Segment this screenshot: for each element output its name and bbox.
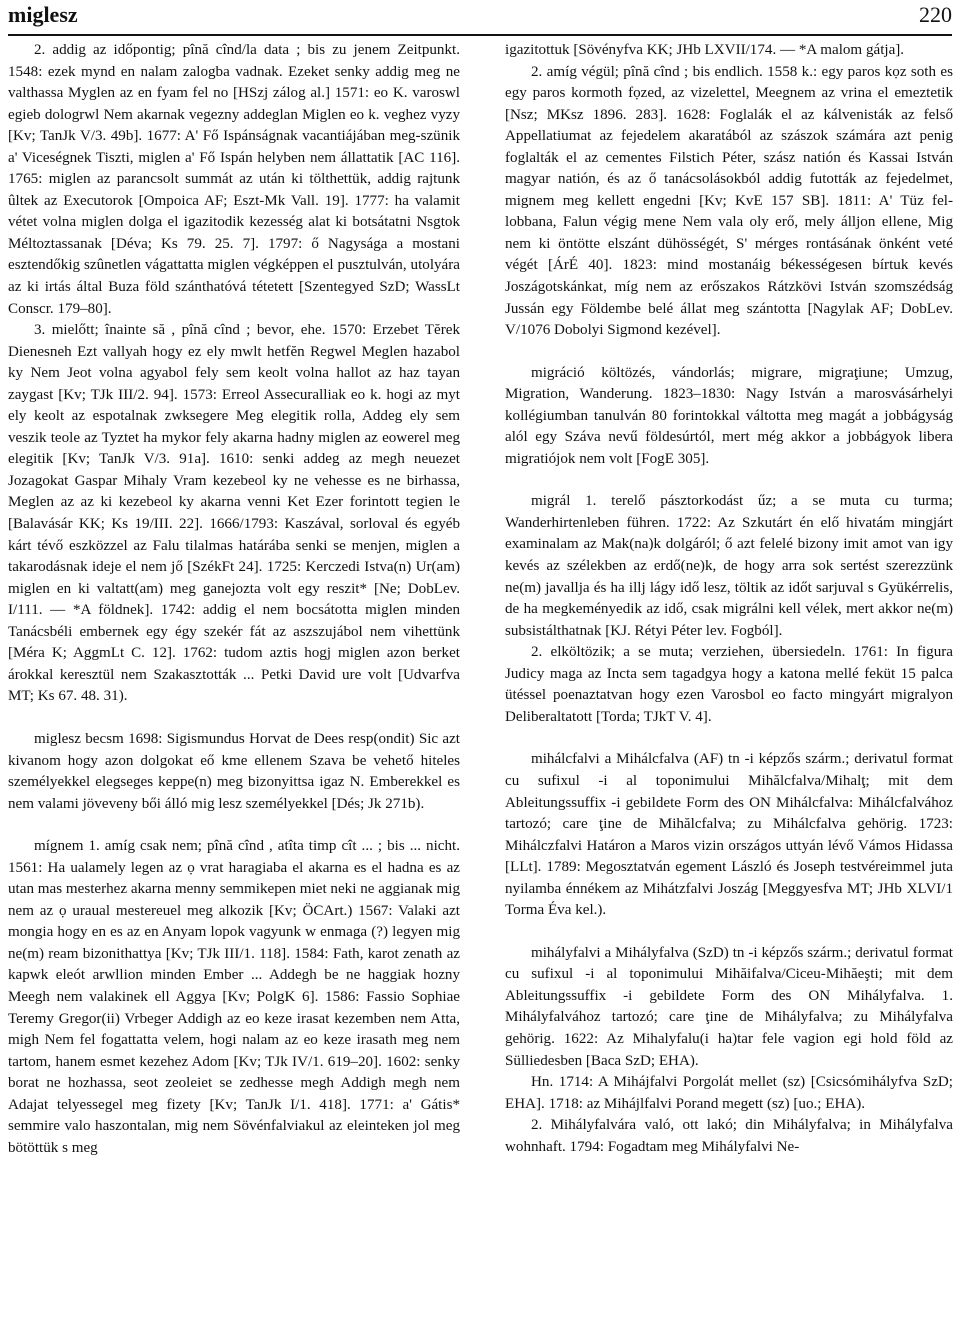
entry-paragraph: Hn. 1714: A Mihájfalvi Porgolát mellet (sz) [Csicsómihályfva SzD; EHA]. 1718: az Mihájlfalvi Porand megett (sz) [uo.; EHA). bbox=[505, 1074, 953, 1112]
running-header bbox=[8, 0, 952, 36]
entry-paragraph: igazitottuk [Sövényfva KK; JHb LXVII/174. — *A malom gátja]. bbox=[505, 42, 905, 58]
entry-migral: migrál 1. terelő pásztorkodást űz; a se muta cu turma; Wanderhirtenleben führen. 1722: Az Szkutárt én elő hivatám mingjárt examinalam az Mak(na)k dolgáról; ő azt felelé bizony imit amot van igy kevés az szélekben az erdő(ne)k, de hogy arra sok sertést szerezzünk ne(m) javallja és ha illj lágy idő lesz, töltik az időt sarjuval s Gyükérrelis, de ha megkeményedik az idő, csak migrálni kell vélek, mert akkor ne(m) subsistálthatnak [KJ. Rétyi Péter lev. Fogból]. bbox=[505, 493, 953, 639]
entry-miglesz: miglesz becsm 1698: Sigismundus Horvat de Dees resp(ondit) Sic azt kivanom hogy azon dolgokat eő kme ellenem Szava be vehető hiteles személyekkel elegseges keppe(n) meg bizonyittsa igaz N. Emberekkel es nem valami jöveveny bői álló mig lesz személyekkel [Dés; Jk 271b). bbox=[8, 730, 460, 812]
entry-paragraph: 3. mielőtt; înainte să , pînă cînd ; bevor, ehe. 1570: Erzebet Tĕrek Dienesneh Ezt vallyah hogy ez ely mwlt hetfĕn Regwel Meglen hazabol ky Nem Jeot volna agyabol fely sem keolt volna hallot az haz tayan zaygast [Kv; TJk III/2. 94]. 1573: Erreol Assecuralliak eo k. hogi az myt ely keolt az espotalnak zwksegere Meg elegitik rolla, Addeg ely sem veszik teole az Tyztet ha mykor fely akarna hadny miglen az eowerel meg elegitik [Kv; TanJk V/3. 91a]. 1610: senki addeg az megh neuezet Jozagokat Gaspar Mihaly Vram kezebeol ky ne vehesse es ne birhassa, Meglen az az ki kezebeol ky akarna venni Ket Ezer forintott tegien le [Balavásár KK; Ks 19/III. 22]. 1666/1793: Kaszával, sorloval és egyéb kárt tévő eszközzel az Falu tilalmas határába senki se menjen, miglen a takarodásnak ideje el nem jő [SzékFt 24]. 1725: Kerczedi Istva(n) Ur(am) miglen en ki valtatt(am) meg ganejozta volt egy reszit* [Ne; DobLev. I/111. — *A földnek]. 1742: addig el nem bocsátotta miglen minden Tanácsbéli embernek egy égy szekér fát az aszszujábol nem vihettünk [Méra K; AggmLt C. 12]. 1762: tudom aztis hogj miglen azon berket árokkal keresztül nem Szakasztották ... Petki David ure volt [Udvarfva MT; Ks 67. 48. 31). bbox=[8, 322, 460, 705]
page-number: 220 bbox=[919, 2, 952, 27]
right-column bbox=[505, 40, 953, 1158]
entry-mihalyfalvi: mihályfalvi a Mihályfalva (SzD) tn -i képzős szárm.; derivatul format cu sufixul -i al toponimului Mihăifalva/Ciceu-Mihăeşti; mit dem Ableitungssuffix -i gebildete Form des ON Mihályfalva. 1. Mihályfalvához tartozó; care ţine de Mihályfalva; zu Mihályfalva gehörig. 1622: Az Mihalyfalu(i ha)tar fele vagion egi hold föld az Sülliedesben [Baca SzD; EHA). bbox=[505, 944, 953, 1069]
entry-migracio: migráció költözés, vándorlás; migrare, migraţiune; Umzug, Migration, Wanderung. 1823–1830: Nagy István a marosvásárhelyi kollégiumban tanulván 80 forintokkal váltotta meg magát a jobbágyság alól egy Száva nevű földesúrtól, mert még akkor a jobbágyok libera migratiójok nem volt [FogE 305]. bbox=[505, 364, 953, 467]
entry-paragraph: 2. elköltözik; a se muta; verziehen, übersiedeln. 1761: In figura Judicy maga az Incta sem tagadgya hogy a katona mellé feküt 15 palca ütéssel poenaztatvan hogy ezen Varosbol eo facto mingyárt migralyon Deliberaltatott [Torda; TJkT V. 4]. bbox=[505, 644, 953, 725]
header-headword: miglesz bbox=[8, 2, 78, 27]
entry-mihalcfalvi: mihálcfalvi a Mihálcfalva (AF) tn -i képzős szárm.; derivatul format cu sufixul -i al toponimului Mihălcfalva/Mihalţ; mit dem Ableitungssuffix -i gebildete Form des ON Mihálcfalva: Mihálcfalvához tartozó; care ţine de Mihălcfalva; zu Mihálcfalva gehörig. 1723: Mihálczfalvi Határon a Maros vizin országos uttyán lévő Vámos Hidassa [LLt]. 1789: Megosztatván egement László és Joseph testvéreimmel juta nyilamba énnékem az Mihátzfalvi Joszág [Meggyesfva MT; JHb XLVI/1 Torma Éva kel.). bbox=[505, 751, 953, 919]
entry-paragraph: 2. amíg végül; pînă cînd ; bis endlich. 1558 k.: egy paros kọz soth es egy paros kormoth fọzed, az vizelettel, Meegnem az vrina el emeztetik [Nsz; MKsz 1896. 283]. 1628: Foglalák el az kálvenisták az felső Appellatiumat az fejedelem akaratából az szászok számára azt penig foglalták el az cementes Filstich Péter, szász natión és Kassai István magyar natión, és az ő tanácsolásokból addig futották az fejedelmet, mignem meg kellett engedni [Kv; KvE 157 SB]. 1811: A' Tüz fel-lobbana, Falun végig mene Nem vala oly erő, mely álljon ellene, Mig nem ki öntötte elszánt dühösségét, S' mérges rontásának önként veté végét [ÁrÉ 40]. 1823: mind mostanáig békességesen bírtuk kevés Joszágotskánkat, míg nem az erőszakos Rátzkövi István szomszédság Jussán egy Földembe belé állat meg szántotta [Nagylak AF; DobLev. V/1076 Dobolyi Sigmond kezével]. bbox=[505, 63, 953, 339]
entry-paragraph: 2. Mihályfalvára való, ott lakó; din Mihályfalva; in Mihályfalva wohnhaft. 1794: Fogadtam meg Mihályfalvi Ne- bbox=[505, 1117, 953, 1155]
left-column bbox=[8, 40, 460, 1159]
entry-mignem: mígnem 1. amíg csak nem; pînă cînd , atîta timp cît ... ; bis ... nicht. 1561: Ha ualamely legen az ọ vrat haragiaba el akarna es el hadna es az utan mas mesterhez akarna menny semmikepen miet neki ne aggianak mig nem az ọ uraual mestereuel meg alkozik [Kv; ÖCArt.) 1567: Valaki azt mongia hogy en es az en Anyam lopok vagyunk w enmaga (?) legyen mig ne(m) ream bizonithattya [Kv; TJk III/1. 118]. 1584: Fath, karot zenath az kapwk eleót arwllion minden Ember ... Addegh be ne haggiak hozny Meegh nem valakinek ell Aggya [Kv; PolgK 6]. 1586: Fassio Sophiae Teremy Gregor(ii) Vrbeger Addigh az eo keze irasat kezemben nem Atta, migh Nem fel fogattatta velem, hogi nalam az eo keze irasath meg nem tartom, hanem esmet kezehez Adom [Kv; TJk IV/1. 619–20]. 1602: senky borat ne hozhassa, seot zeoleiet se zedhesse megh Addigh megh nem Adajat telyessegel meg fizety [Kv; TanJk I/1. 418]. 1771: a' Gátis* semmire valo haszontalan, mig nem Sövénfalviakul az eleinteken jol meg bötöttük s meg bbox=[8, 838, 460, 1156]
entry-paragraph: 2. addig az időpontig; pînă cînd/la data ; bis zu jenem Zeitpunkt. 1548: ezek mynd en nalam zalogba vadnak. Ezeket senky addig meg ne valthassa Myglen az en fyam fel no [HSzj zálog al.] 1571: eo K. varoswl egieb dologrwl Nem akarnak vegezny addeglan Miglen eo k. veghez vyzy [Kv; TanJk V/3. 49b]. 1677: A' Fő Ispánságnak vacantiájában meg-szünik a' Viceségnek Tiszti, miglen a' Fő Ispán helyben nem állattatik [AC 116]. 1765: miglen az parancsolt summát az után ki tölthettük, addig rajtunk ûltek az Executorok [Ompoica AF; Eszt-Mk Vall. 19]. 1777: ha valamit vétet volna miglen dolga el igazitodik kezesség alat ki botsátatni Nsgtok Méltoztassanak [Déva; Ks 79. 25. 7]. 1797: ő Nagysága a mostani esztendőkig szûnetlen vágattatta miglen végképpen el pusztulván, utolyára az ki irtás által Buza föld szánthatóvá tétetett [Szentegyed SzD; WassLt Conscr. 179–80]. bbox=[8, 42, 460, 317]
